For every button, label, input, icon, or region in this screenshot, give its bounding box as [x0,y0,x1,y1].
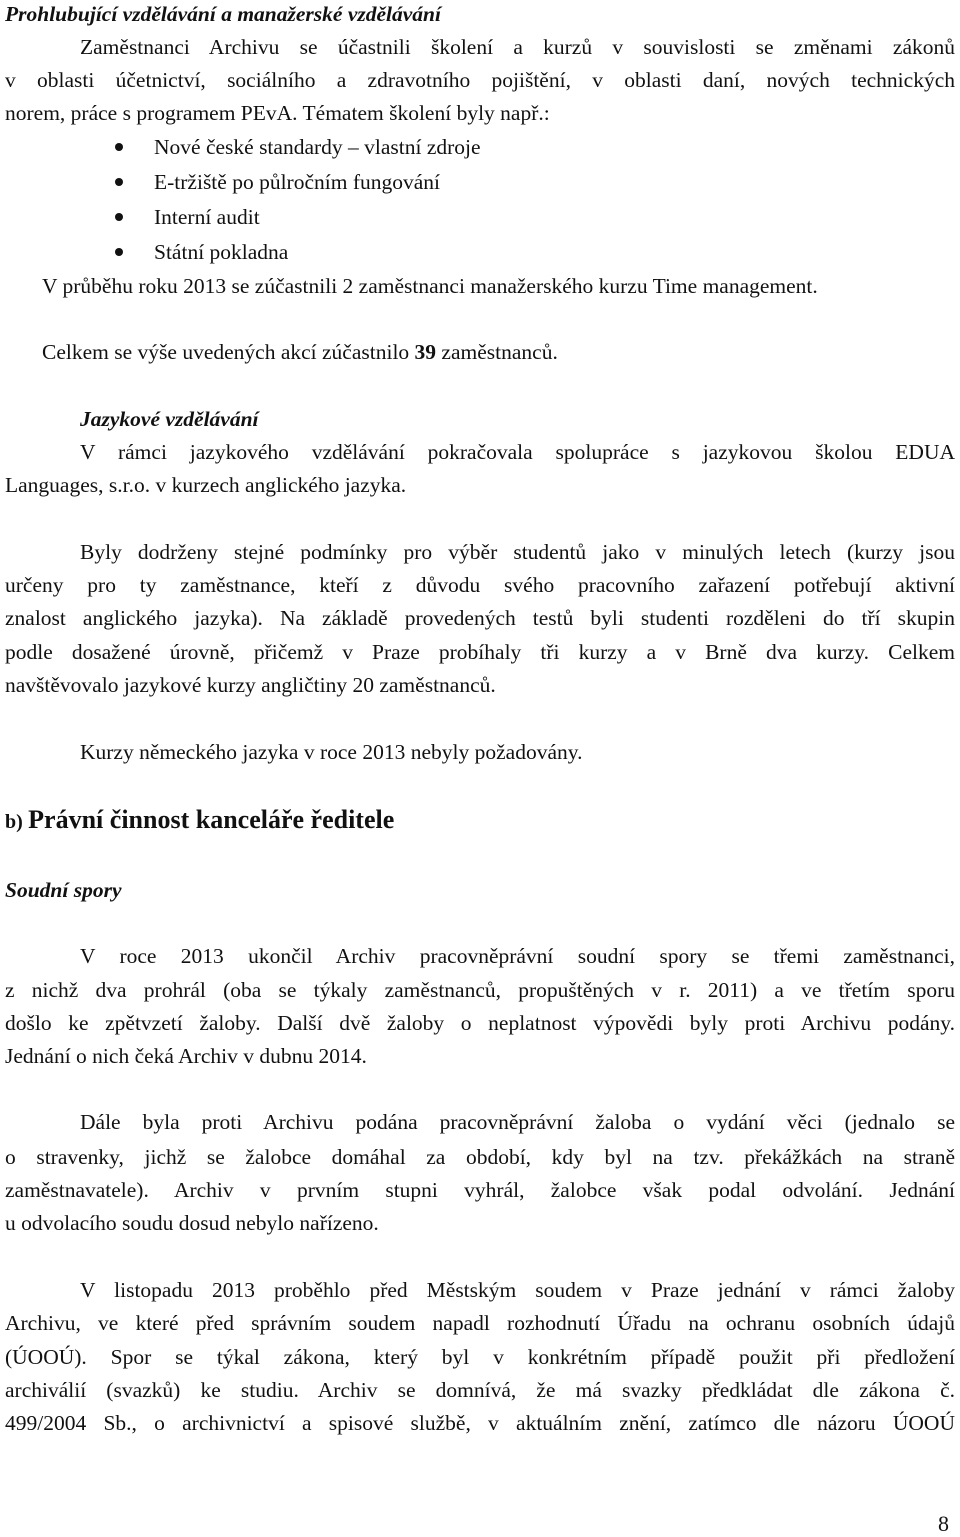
paragraph-line: určeny pro ty zaměstnance, kteří z důvodu svého pracovního zařazení potřebují aktivní [5,573,955,597]
paragraph-line: V listopadu 2013 proběhlo před Městským soudem v Praze jednání v rámci žaloby [80,1278,955,1302]
total-number: 39 [414,340,437,364]
paragraph-line: archiválií (svazků) ke studiu. Archiv se domnívá, že má svazky předkládat dle zákona č. [5,1378,955,1402]
paragraph-line: Zaměstnanci Archivu se účastnili školení a kurzů v souvislosti se změnami zákonů [80,35,955,59]
section-heading-b [5,803,394,839]
bullet-dot-icon [115,143,123,151]
german-courses-line: Kurzy německého jazyka v roce 2013 nebyly požadovány. [80,740,583,764]
paragraph-line: podle dosažené úrovně, přičemž v Praze probíhaly tři kurzy a v Brně dva kurzy. Celkem [5,640,955,664]
heading-prohlubujici: Prohlubující vzdělávání a manažerské vzdělávání [5,2,441,26]
heading-jazykove: Jazykové vzdělávání [80,407,259,431]
paragraph-line: Archivu, ve které před správním soudem napadl rozhodnutí Úřadu na ochranu osobních údajů [5,1311,955,1335]
section-title: Právní činnost kanceláře ředitele [28,805,395,834]
document-page: Prohlubující vzdělávání a manažerské vzdělávání Zaměstnanci Archivu se účastnili školení a kurzů v souvislosti se změnami zákonů v oblasti účetnictví, sociálního a zdravotního pojištění, v oblasti daní, nových technických norem, práce s programem PEvA. Tématem školení byly např.: Nové české standardy – vlastní zdroje E-tržiště po půlročním fungování Interní audit Státní pokladna V průběhu roku 2013 se zúčastnili 2 zaměstnanci manažerského kurzu Time management. Celkem se výše uvedených akcí zúčastnilo 39 zaměstnanců. Jazykové vzdělávání V rámci jazykového vzdělávání pokračovala spolupráce s jazykovou školou EDUA Languages, s.r.o. v kurzech anglického jazyka. Byly dodrženy stejné podmínky pro výběr studentů jako v minulých letech (kurzy jsou určeny pro ty zaměstnance, kteří z důvodu svého pracovního zařazení potřebují aktivní znalost anglického jazyka). Na základě provedených testů byli studenti rozděleni do tří skupin podle dosažené úrovně, přičemž v Praze probíhaly tři kurzy a v Brně dva kurzy. Celkem navštěvovalo jazykové kurzy angličtiny 20 zaměstnanců. Kurzy německého jazyka v roce 2013 nebyly požadovány. b) Právní činnost kanceláře ředitele Soudní spory V roce 2013 ukončil Archiv pracovněprávní soudní spory se třemi zaměstnanci, z nichž dva prohrál (oba se týkaly zaměstnanců, propuštěných v r. 2011) a ve třetím sporu došlo ke zpětvzetí žaloby. Další dvě žaloby o neplatnost výpovědi byly proti Archivu podány. Jednání o nich čeká Archiv v dubnu 2014. Dále byla proti Archivu podána pracovněprávní žaloba o vydání věci (jednalo se o stravenky, jichž se žalobce domáhal za období, kdy byl na tzv. překážkách na straně zaměstnavatele). Archiv v prvním stupni vyhrál, žalobce však podal odvolání. Jednání u odvolacího soudu dosud nebylo nařízeno. V listopadu 2013 proběhlo před Městským soudem v Praze jednání v rámci žaloby Archivu, ve které před správním soudem napadl rozhodnutí Úřadu na ochranu osobních údajů (ÚOOÚ). Spor se týkal zákona, který byl v konkrétním případě použit při předložení archiválií (svazků) ke studiu. Archiv se domnívá, že má svazky předkládat dle zákona č. 499/2004 Sb., o archivnictví a spisové službě, v aktuálním znění, zatímco dle názoru ÚOOÚ 8 [5,2,955,1536]
heading-soudni-spory: Soudní spory [5,878,122,902]
paragraph-line: z nichž dva prohrál (oba se týkaly zaměstnanců, propuštěných v r. 2011) a ve třetím sporu [5,978,955,1002]
paragraph-line: zaměstnavatele). Archiv v prvním stupni vyhrál, žalobce však podal odvolání. Jednání [5,1178,955,1202]
paragraph-line: v oblasti účetnictví, sociálního a zdravotního pojištění, v oblasti daní, nových technických [5,68,955,92]
paragraph-line: Dále byla proti Archivu podána pracovněprávní žaloba o vydání věci (jednalo se [80,1110,955,1134]
bullet-dot-icon [115,248,123,256]
bullet-dot-icon [115,213,123,221]
time-management-line: V průběhu roku 2013 se zúčastnili 2 zaměstnanci manažerského kurzu Time management. [42,274,818,298]
paragraph-line: znalost anglického jazyka). Na základě provedených testů byli studenti rozděleni do tří skupin [5,606,955,630]
paragraph-line: Languages, s.r.o. v kurzech anglického jazyka. [5,473,407,497]
paragraph-line: V rámci jazykového vzdělávání pokračovala spolupráce s jazykovou školou EDUA [80,440,955,464]
paragraph-line: norem, práce s programem PEvA. Tématem školení byly např.: [5,101,550,125]
bullet-dot-icon [115,178,123,186]
paragraph-line: navštěvovalo jazykové kurzy angličtiny 20 zaměstnanců. [5,673,496,697]
paragraph-line: (ÚOOÚ). Spor se týkal zákona, který byl v konkrétním případě použit při předložení [5,1345,955,1369]
total-line: Celkem se výše uvedených akcí zúčastnilo 39 zaměstnanců. [42,340,558,364]
section-letter: b) [5,811,23,833]
paragraph-line: V roce 2013 ukončil Archiv pracovněprávní soudní spory se třemi zaměstnanci, [80,944,955,968]
paragraph-line: Byly dodrženy stejné podmínky pro výběr studentů jako v minulých letech (kurzy jsou [80,540,955,564]
paragraph-line: došlo ke zpětvzetí žaloby. Další dvě žaloby o neplatnost výpovědi byly proti Archivu podány. [5,1011,955,1035]
paragraph-line: Jednání o nich čeká Archiv v dubnu 2014. [5,1044,367,1068]
paragraph-line: o stravenky, jichž se žalobce domáhal za období, kdy byl na tzv. překážkách na straně [5,1145,955,1169]
page-number: 8 [938,1511,949,1536]
paragraph-line: 499/2004 Sb., o archivnictví a spisové službě, v aktuálním znění, zatímco dle názoru ÚOOÚ [5,1411,955,1435]
paragraph-line: u odvolacího soudu dosud nebylo nařízeno. [5,1211,379,1235]
